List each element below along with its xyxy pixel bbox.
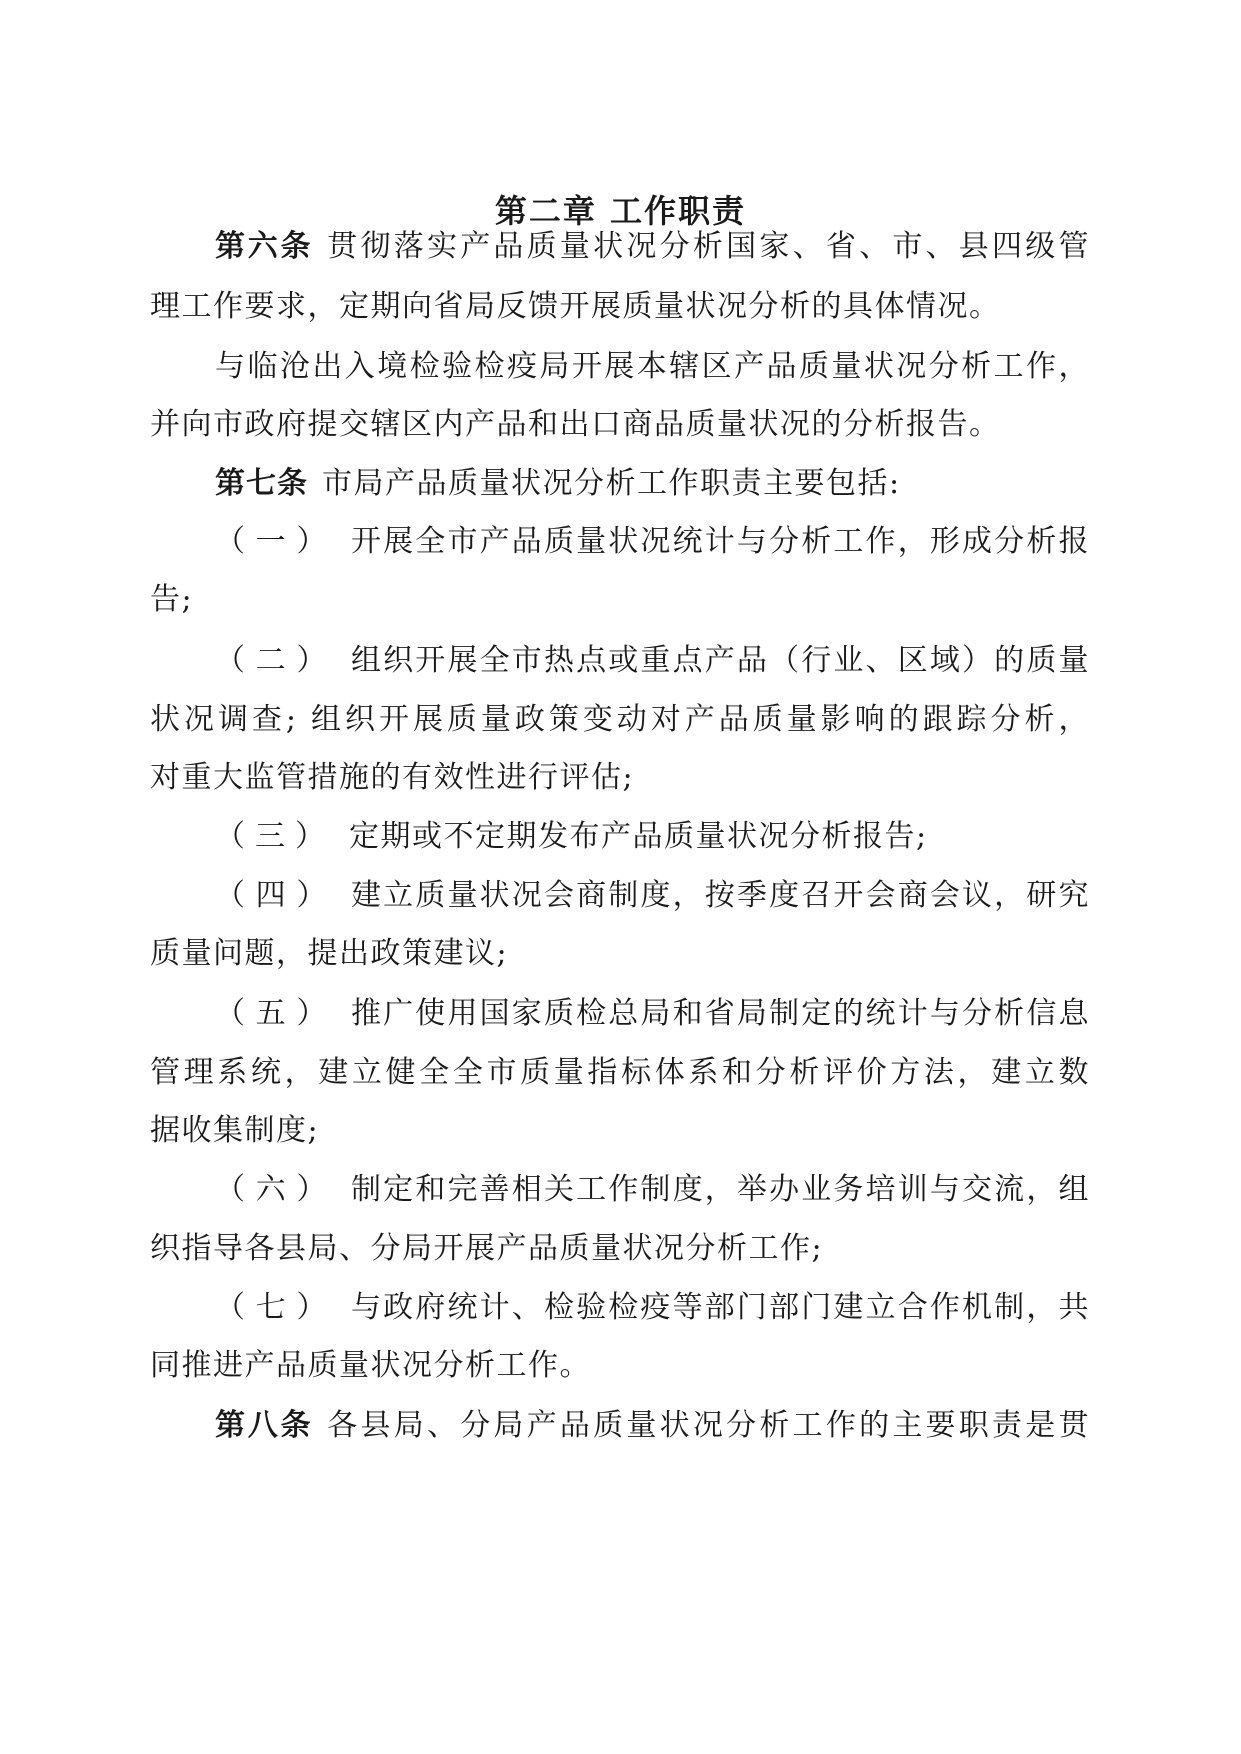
item6-line2: 织指导各县局、分局开展产品质量状况分析工作; [150, 1231, 824, 1266]
item2-line2: 状况调查; 组织开展质量政策变动对产品质量影响的跟踪分析， [150, 702, 1090, 737]
item2-line1 [215, 641, 1090, 681]
item6-marker: （六） [215, 1172, 337, 1207]
article6-text1: 贯彻落实产品质量状况分析国家、省、市、县四级管 [327, 229, 1091, 264]
article8-label: 第八条 [215, 1408, 314, 1443]
item2-line3: 对重大监管措施的有效性进行评估; [150, 760, 635, 795]
article6-label: 第六条 [215, 229, 314, 264]
article7-text1: 市局产品质量状况分析工作职责主要包括: [322, 466, 901, 501]
item1-marker: （一） [215, 524, 337, 559]
item3-line1 [215, 817, 1090, 857]
item1-line1 [215, 522, 1090, 562]
item5-line2: 管理系统，建立健全全市质量指标体系和分析评价方法，建立数 [150, 1055, 1090, 1090]
item4-text1: 建立质量状况会商制度，按季度召开会商会议，研究 [350, 878, 1091, 913]
cooperation-line1: 与临沧出入境检验检疫局开展本辖区产品质量状况分析工作， [215, 349, 1090, 384]
article7-label: 第七条 [215, 466, 308, 501]
article8-line1 [215, 1406, 1090, 1446]
item4-line1 [215, 876, 1090, 916]
item5-marker: （五） [215, 996, 337, 1031]
article8-text1: 各县局、分局产品质量状况分析工作的主要职责是贯 [327, 1408, 1091, 1443]
article6-line1 [215, 227, 1090, 267]
item7-text1: 与政府统计、检验检疫等部门部门建立合作机制，共 [350, 1290, 1091, 1325]
item5-line1 [215, 994, 1090, 1034]
item6-text1: 制定和完善相关工作制度，举办业务培训与交流，组 [350, 1172, 1091, 1207]
item4-marker: （四） [215, 878, 337, 913]
article6-line2: 理工作要求，定期向省局反馈开展质量状况分析的具体情况。 [150, 289, 1001, 324]
item3-marker: （三） [215, 819, 335, 854]
item4-line2: 质量问题，提出政策建议; [150, 936, 509, 971]
article7-line1 [215, 464, 1090, 504]
cooperation-line2: 并向市政府提交辖区内产品和出口商品质量状况的分析报告。 [150, 407, 1001, 442]
item7-line2: 同推进产品质量状况分析工作。 [150, 1348, 591, 1383]
item7-marker: （七） [215, 1290, 337, 1325]
item5-text1: 推广使用国家质检总局和省局制定的统计与分析信息 [350, 996, 1091, 1031]
item1-line2: 告; [150, 582, 194, 617]
item2-text1: 组织开展全市热点或重点产品（行业、区域）的质量 [350, 643, 1091, 678]
item3-text1: 定期或不定期发布产品质量状况分析报告; [349, 819, 928, 854]
item6-line1 [215, 1170, 1090, 1210]
chapter-heading: 第二章 工作职责 [494, 192, 747, 230]
item1-text1: 开展全市产品质量状况统计与分析工作，形成分析报 [350, 524, 1091, 559]
item7-line1 [215, 1288, 1090, 1328]
item2-marker: （二） [215, 643, 337, 678]
item5-line3: 据收集制度; [150, 1113, 320, 1148]
